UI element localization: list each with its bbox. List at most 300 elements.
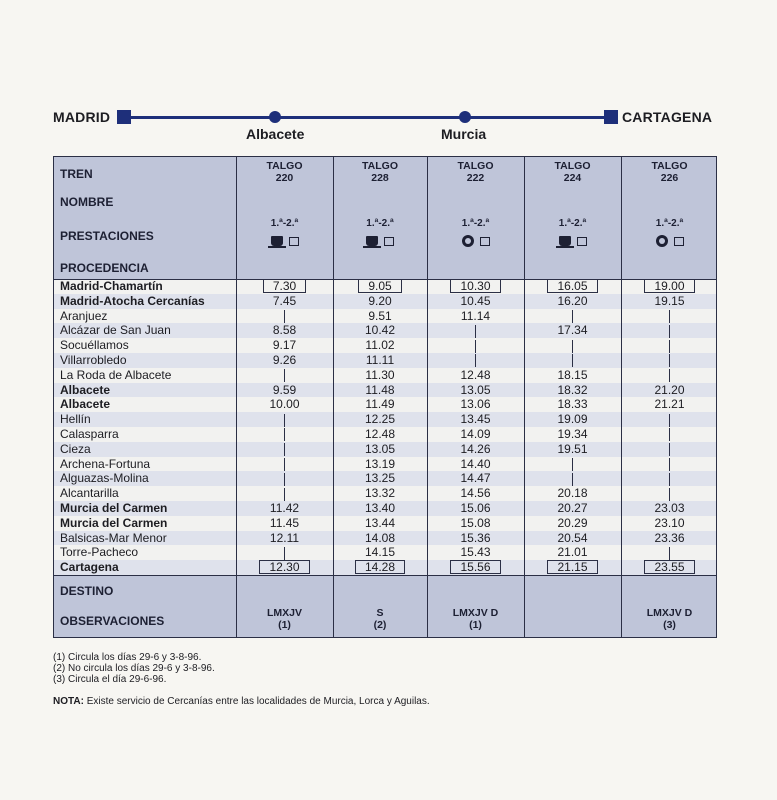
no-stop-line (669, 488, 670, 501)
station-row (54, 560, 716, 575)
station-name: Alcázar de San Juan (60, 323, 171, 338)
station-name: Madrid-Atocha Cercanías (60, 293, 205, 308)
time-cell (427, 427, 524, 442)
station-row (54, 338, 716, 353)
time-cell (427, 457, 524, 472)
time-cell (333, 279, 427, 294)
station-row (54, 294, 716, 309)
time-cell (427, 397, 524, 412)
time-cell (333, 545, 427, 560)
train-observations (236, 607, 333, 631)
time-cell (236, 368, 333, 383)
time-cell (236, 279, 333, 294)
time-value: 13.45 (460, 412, 491, 427)
time-value: 18.32 (557, 382, 588, 397)
station-row (54, 279, 716, 294)
time-cell (621, 397, 718, 412)
obs-days: LMXJV (266, 607, 302, 619)
time-cell (621, 545, 718, 560)
time-cell (524, 501, 621, 516)
footnotes (53, 652, 215, 685)
time-cell (236, 531, 333, 546)
time-cell (236, 516, 333, 531)
time-value: 13.06 (460, 397, 491, 412)
time-value: 10.00 (269, 397, 300, 412)
no-stop-line (669, 325, 670, 338)
time-cell (621, 471, 718, 486)
station-name: Balsicas-Mar Menor (60, 530, 167, 545)
time-cell (427, 516, 524, 531)
station-row (54, 309, 716, 324)
restaurant-icon (656, 235, 668, 247)
time-cell (333, 560, 427, 575)
time-boxed: 10.30 (450, 279, 500, 293)
station-row (54, 531, 716, 546)
time-value: 15.08 (460, 515, 491, 530)
time-cell (524, 368, 621, 383)
time-cell (524, 412, 621, 427)
time-cell (524, 338, 621, 353)
time-cell (333, 442, 427, 457)
station-row (54, 353, 716, 368)
obs-days: S (376, 607, 384, 619)
seat-icon (384, 237, 394, 246)
time-cell (427, 560, 524, 575)
time-value: 15.36 (460, 530, 491, 545)
time-value: 19.34 (557, 427, 588, 441)
footnote-1: (1) Circula los días 29-6 y 3-8-96. (53, 652, 202, 663)
time-cell (524, 442, 621, 457)
time-value: 21.01 (557, 545, 588, 560)
train-class: 1.ª-2.ª (270, 218, 299, 229)
time-value: 21.21 (654, 397, 685, 412)
nota-label: NOTA: (53, 696, 84, 707)
time-cell (236, 323, 333, 338)
train-name: TALGO (457, 160, 494, 172)
station-name: Alguazas-Molina (60, 471, 149, 486)
time-value: 12.48 (364, 427, 396, 441)
train-name: TALGO (266, 160, 303, 172)
service-icons (427, 235, 524, 247)
time-cell (427, 279, 524, 294)
time-cell (333, 353, 427, 368)
label-procedencia: PROCEDENCIA (60, 261, 149, 275)
no-stop-line (669, 473, 670, 486)
time-value: 9.51 (368, 308, 392, 323)
no-stop-line (572, 340, 573, 353)
seat-icon (577, 237, 587, 246)
obs-note: (2) (373, 619, 387, 631)
no-stop-line (475, 354, 476, 367)
time-cell (621, 442, 718, 457)
time-cell (333, 501, 427, 516)
no-stop-line (572, 354, 573, 367)
seat-icon (480, 237, 490, 246)
nota-text: Existe servicio de Cercanías entre las localidades de Murcia, Lorca y Aguilas. (83, 696, 430, 707)
no-stop-line (572, 310, 573, 323)
time-cell (524, 279, 621, 294)
time-boxed: 16.05 (547, 279, 597, 293)
time-value: 11.49 (365, 397, 395, 412)
time-cell (236, 397, 333, 412)
time-value: 14.56 (460, 486, 491, 501)
time-cell (524, 323, 621, 338)
time-cell (427, 501, 524, 516)
time-cell (621, 279, 718, 294)
station-row (54, 471, 716, 486)
time-value: 14.47 (460, 471, 491, 486)
time-value: 15.43 (460, 545, 491, 560)
time-value: 8.58 (272, 323, 297, 338)
time-cell (427, 309, 524, 324)
time-cell (524, 531, 621, 546)
obs-note: (3) (663, 619, 676, 631)
time-cell (524, 516, 621, 531)
station-name: Aranjuez (60, 308, 108, 323)
time-cell (524, 383, 621, 398)
service-icons (524, 235, 621, 247)
time-value: 19.09 (557, 412, 588, 427)
train-header (427, 160, 524, 184)
no-stop-line (284, 310, 285, 323)
train-observations (621, 607, 718, 631)
no-stop-line (669, 310, 670, 323)
time-cell (333, 309, 427, 324)
train-observations (333, 607, 427, 631)
station-row (54, 442, 716, 457)
no-stop-line (284, 473, 285, 486)
station-name: Hellín (60, 412, 91, 427)
train-header (524, 160, 621, 184)
time-cell (621, 294, 718, 309)
time-value: 9.59 (272, 382, 297, 397)
time-value: 13.25 (364, 471, 396, 486)
time-cell (333, 531, 427, 546)
label-prestaciones: PRESTACIONES (60, 229, 154, 243)
time-cell (621, 501, 718, 516)
time-cell (236, 442, 333, 457)
station-row (54, 368, 716, 383)
time-cell (524, 545, 621, 560)
station-name: Archena-Fortuna (60, 456, 151, 471)
train-number: 228 (371, 172, 389, 184)
train-header (236, 160, 333, 184)
no-stop-line (669, 458, 670, 471)
time-cell (621, 368, 718, 383)
time-cell (621, 309, 718, 324)
time-cell (621, 412, 718, 427)
time-boxed: 14.28 (355, 560, 405, 574)
train-services (621, 218, 718, 247)
time-cell (236, 501, 333, 516)
row-nombre (54, 189, 716, 214)
time-cell (621, 338, 718, 353)
seat-icon (674, 237, 684, 246)
route-line (124, 116, 610, 119)
time-cell (427, 531, 524, 546)
time-cell (427, 442, 524, 457)
time-boxed: 19.00 (644, 279, 694, 293)
time-value: 11.11 (365, 353, 395, 367)
no-stop-line (669, 443, 670, 456)
time-boxed: 15.56 (450, 560, 500, 574)
time-value: 20.54 (557, 530, 588, 545)
station-row (54, 545, 716, 560)
time-cell (333, 397, 427, 412)
label-destino: DESTINO (60, 584, 114, 598)
train-services (427, 218, 524, 247)
stop-marker-murcia (459, 111, 471, 123)
time-cell (236, 338, 333, 353)
label-observaciones: OBSERVACIONES (60, 614, 165, 628)
cafeteria-icon (271, 236, 283, 246)
time-cell (427, 368, 524, 383)
time-value: 13.19 (364, 456, 396, 471)
service-icons (333, 235, 427, 247)
time-cell (427, 323, 524, 338)
time-cell (524, 486, 621, 501)
train-number: 222 (466, 172, 485, 184)
station-row (54, 516, 716, 531)
route-diagram (0, 0, 777, 150)
no-stop-line (284, 488, 285, 501)
timetable (53, 156, 717, 638)
time-cell (621, 560, 718, 575)
train-observations (427, 607, 524, 631)
time-cell (236, 560, 333, 575)
train-number: 220 (275, 172, 294, 184)
station-name: Murcia del Carmen (60, 501, 168, 515)
time-cell (333, 471, 427, 486)
no-stop-line (475, 325, 476, 338)
station-row (54, 427, 716, 442)
station-name: Torre-Pacheco (60, 545, 139, 560)
time-value: 20.27 (557, 501, 588, 515)
station-times (54, 279, 716, 575)
time-value: 19.51 (557, 441, 588, 456)
time-cell (333, 338, 427, 353)
route-stop-murcia: Murcia (441, 126, 487, 142)
time-cell (427, 412, 524, 427)
seat-icon (289, 237, 299, 246)
time-value: 13.40 (364, 501, 396, 515)
time-cell (524, 353, 621, 368)
time-boxed: 7.30 (263, 279, 306, 293)
train-number: 224 (563, 172, 582, 184)
no-stop-line (284, 428, 285, 441)
train-name: TALGO (554, 160, 591, 172)
service-icons (236, 235, 333, 247)
time-cell (236, 309, 333, 324)
time-cell (621, 353, 718, 368)
obs-days: LMXJV D (452, 607, 499, 619)
time-cell (236, 545, 333, 560)
time-cell (427, 338, 524, 353)
footnote-3: (3) Circula el día 29-6-96. (53, 674, 167, 685)
time-cell (621, 427, 718, 442)
station-row (54, 323, 716, 338)
no-stop-line (284, 414, 285, 427)
train-class: 1.ª-2.ª (461, 218, 490, 229)
train-header (333, 160, 427, 184)
no-stop-line (572, 473, 573, 486)
time-value: 14.09 (460, 427, 491, 441)
time-boxed: 23.55 (644, 560, 694, 574)
time-value: 12.11 (269, 530, 300, 545)
train-services (333, 218, 427, 247)
time-value: 15.06 (460, 501, 491, 515)
time-value: 10.45 (460, 293, 491, 308)
time-cell (621, 531, 718, 546)
time-cell (621, 323, 718, 338)
time-cell (524, 397, 621, 412)
time-cell (236, 294, 333, 309)
station-row (54, 501, 716, 516)
time-value: 18.15 (557, 367, 588, 382)
time-value: 21.20 (654, 382, 685, 397)
time-boxed: 9.05 (358, 279, 401, 293)
station-row (54, 383, 716, 398)
time-cell (333, 412, 427, 427)
time-value: 18.33 (557, 397, 588, 412)
station-name: Calasparra (60, 427, 119, 441)
time-cell (427, 545, 524, 560)
row-destino (54, 575, 716, 605)
time-cell (524, 427, 621, 442)
time-value: 20.18 (557, 486, 588, 501)
no-stop-line (572, 458, 573, 471)
time-value: 12.25 (364, 412, 396, 427)
route-origin: MADRID (53, 109, 111, 125)
station-row (54, 412, 716, 427)
time-cell (333, 457, 427, 472)
time-value: 11.48 (365, 382, 395, 397)
time-cell (524, 457, 621, 472)
time-value: 23.36 (654, 530, 685, 545)
time-cell (427, 383, 524, 398)
time-value: 9.17 (272, 338, 297, 353)
time-cell (621, 457, 718, 472)
train-services (524, 218, 621, 247)
time-cell (236, 457, 333, 472)
station-name: Alcantarilla (60, 486, 119, 501)
train-class: 1.ª-2.ª (655, 218, 684, 229)
time-cell (333, 427, 427, 442)
restaurant-icon (462, 235, 474, 247)
no-stop-line (669, 340, 670, 353)
time-cell (333, 323, 427, 338)
time-cell (427, 294, 524, 309)
time-boxed: 12.30 (259, 560, 309, 574)
time-cell (427, 353, 524, 368)
time-value: 17.34 (557, 323, 588, 338)
no-stop-line (284, 369, 285, 382)
train-number: 226 (660, 172, 679, 184)
cafeteria-icon (366, 236, 378, 246)
train-name: TALGO (651, 160, 688, 172)
stop-marker-albacete (269, 111, 281, 123)
nota (53, 696, 430, 707)
station-name: Socuéllamos (60, 338, 129, 353)
station-name: La Roda de Albacete (60, 367, 172, 382)
time-value: 9.20 (368, 293, 392, 308)
station-name: Albacete (60, 397, 111, 412)
time-cell (524, 560, 621, 575)
time-cell (236, 353, 333, 368)
time-cell (621, 383, 718, 398)
train-class: 1.ª-2.ª (558, 218, 587, 229)
time-value: 13.05 (364, 441, 396, 456)
time-cell (621, 486, 718, 501)
station-name: Madrid-Chamartín (60, 279, 163, 293)
time-cell (524, 309, 621, 324)
station-name: Cieza (60, 441, 91, 456)
time-cell (621, 516, 718, 531)
time-cell (524, 471, 621, 486)
footnote-2: (2) No circula los días 29-6 y 3-8-96. (53, 663, 215, 674)
station-row (54, 486, 716, 501)
route-destination: CARTAGENA (622, 109, 713, 125)
obs-note: (1) (469, 619, 482, 631)
label-nombre: NOMBRE (60, 195, 114, 209)
train-services (236, 218, 333, 247)
time-value: 14.26 (460, 441, 491, 456)
no-stop-line (669, 428, 670, 441)
time-value: 23.10 (654, 515, 685, 530)
time-value: 7.45 (272, 293, 297, 308)
time-value: 13.44 (364, 515, 396, 530)
time-cell (524, 294, 621, 309)
no-stop-line (284, 458, 285, 471)
time-cell (236, 412, 333, 427)
time-value: 10.42 (364, 323, 396, 338)
no-stop-line (669, 414, 670, 427)
time-value: 14.40 (460, 456, 491, 471)
no-stop-line (284, 547, 285, 560)
no-stop-line (284, 443, 285, 456)
row-procedencia (54, 257, 716, 280)
time-boxed: 21.15 (547, 560, 597, 574)
time-cell (427, 486, 524, 501)
station-name: Albacete (60, 382, 111, 397)
time-cell (333, 368, 427, 383)
time-value: 11.02 (365, 338, 395, 353)
no-stop-line (669, 369, 670, 382)
time-value: 14.08 (364, 530, 396, 545)
train-name: TALGO (362, 160, 398, 172)
station-row (54, 397, 716, 412)
obs-note: (1) (278, 619, 291, 631)
time-cell (236, 486, 333, 501)
train-header (621, 160, 718, 184)
train-class: 1.ª-2.ª (366, 218, 394, 229)
time-cell (427, 471, 524, 486)
station-name: Villarrobledo (60, 353, 127, 367)
obs-days: LMXJV D (646, 607, 693, 619)
cafeteria-icon (559, 236, 571, 246)
label-tren: TREN (60, 167, 93, 181)
no-stop-line (669, 354, 670, 367)
time-cell (236, 383, 333, 398)
time-value: 20.29 (557, 515, 588, 530)
time-value: 11.42 (269, 501, 300, 515)
time-value: 19.15 (654, 293, 685, 308)
time-value: 11.30 (365, 367, 395, 382)
time-value: 13.05 (460, 382, 491, 397)
time-cell (236, 471, 333, 486)
destination-marker (604, 110, 618, 124)
time-cell (333, 486, 427, 501)
